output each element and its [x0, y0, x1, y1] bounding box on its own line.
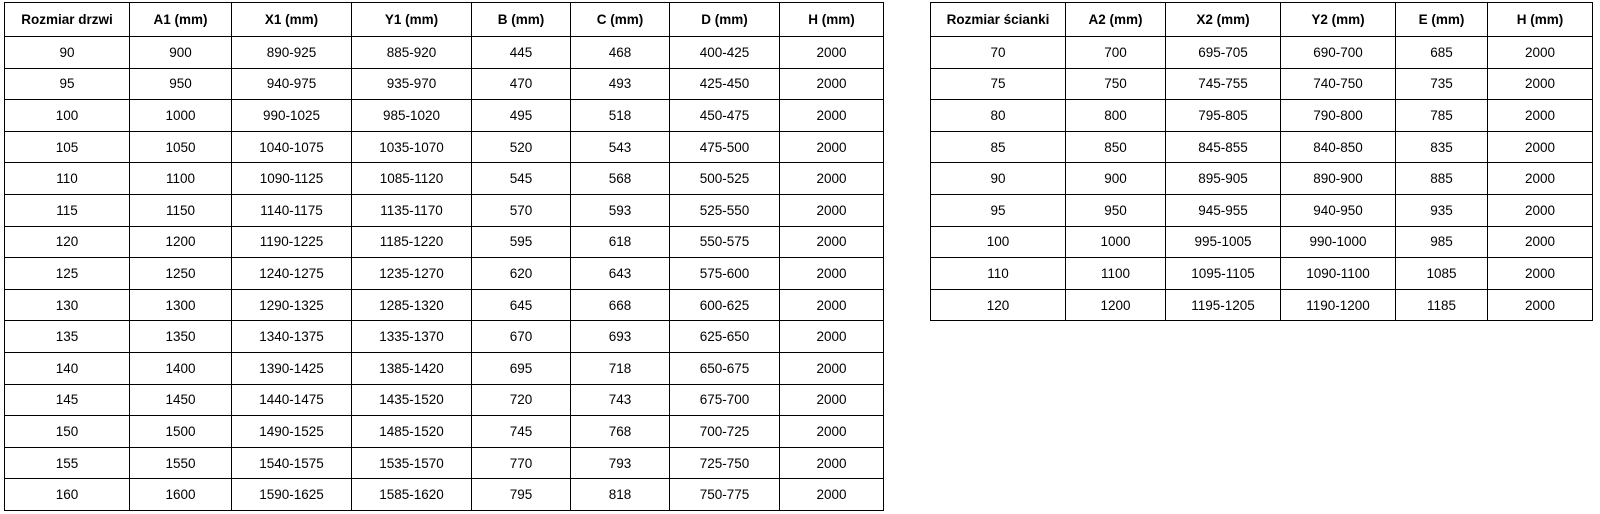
table-row	[5, 479, 884, 511]
doors-cell: 2000	[780, 131, 884, 163]
doors-cell: 668	[571, 289, 670, 321]
table-row	[5, 163, 884, 195]
doors-cell: 550-575	[670, 226, 780, 258]
doors-cell: 618	[571, 226, 670, 258]
doors-cell: 770	[472, 447, 571, 479]
walls-cell: 845-855	[1166, 131, 1281, 163]
table-row	[5, 194, 884, 226]
doors-cell: 135	[5, 321, 130, 353]
walls-cell: 1095-1105	[1166, 258, 1281, 290]
walls-cell: 790-800	[1281, 100, 1396, 132]
doors-cell: 1490-1525	[232, 416, 352, 448]
doors-column-header: H (mm)	[780, 3, 884, 37]
walls-cell: 1090-1100	[1281, 258, 1396, 290]
walls-cell: 740-750	[1281, 68, 1396, 100]
walls-cell: 950	[1066, 194, 1166, 226]
walls-cell: 885	[1396, 163, 1488, 195]
doors-cell: 90	[5, 37, 130, 69]
walls-cell: 735	[1396, 68, 1488, 100]
walls-cell: 70	[931, 37, 1066, 69]
doors-cell: 935-970	[352, 68, 472, 100]
doors-cell: 890-925	[232, 37, 352, 69]
walls-cell: 990-1000	[1281, 226, 1396, 258]
doors-cell: 120	[5, 226, 130, 258]
walls-cell: 745-755	[1166, 68, 1281, 100]
table-row	[5, 37, 884, 69]
table-row	[931, 100, 1593, 132]
doors-cell: 500-525	[670, 163, 780, 195]
doors-cell: 1090-1125	[232, 163, 352, 195]
table-row	[931, 37, 1593, 69]
doors-cell: 2000	[780, 321, 884, 353]
table-row	[931, 163, 1593, 195]
doors-cell: 95	[5, 68, 130, 100]
doors-cell: 600-625	[670, 289, 780, 321]
walls-cell: 1190-1200	[1281, 289, 1396, 321]
doors-cell: 2000	[780, 289, 884, 321]
walls-cell: 900	[1066, 163, 1166, 195]
doors-cell: 595	[472, 226, 571, 258]
doors-cell: 670	[472, 321, 571, 353]
doors-cell: 990-1025	[232, 100, 352, 132]
doors-table-body	[5, 37, 884, 511]
walls-cell: 1085	[1396, 258, 1488, 290]
doors-table-head	[5, 3, 884, 37]
doors-cell: 468	[571, 37, 670, 69]
doors-cell: 1050	[130, 131, 232, 163]
doors-cell: 793	[571, 447, 670, 479]
doors-column-header: X1 (mm)	[232, 3, 352, 37]
doors-cell: 1435-1520	[352, 384, 472, 416]
doors-cell: 125	[5, 258, 130, 290]
doors-cell: 1200	[130, 226, 232, 258]
doors-cell: 743	[571, 384, 670, 416]
doors-cell: 150	[5, 416, 130, 448]
doors-column-header: B (mm)	[472, 3, 571, 37]
table-row	[5, 289, 884, 321]
doors-cell: 1300	[130, 289, 232, 321]
doors-cell: 543	[571, 131, 670, 163]
walls-cell: 100	[931, 226, 1066, 258]
table-row	[5, 352, 884, 384]
doors-cell: 1100	[130, 163, 232, 195]
table-header-row	[931, 3, 1593, 37]
doors-cell: 985-1020	[352, 100, 472, 132]
walls-table-body	[931, 37, 1593, 321]
doors-column-header: C (mm)	[571, 3, 670, 37]
doors-cell: 795	[472, 479, 571, 511]
doors-cell: 718	[571, 352, 670, 384]
doors-cell: 2000	[780, 384, 884, 416]
doors-cell: 750-775	[670, 479, 780, 511]
doors-cell: 115	[5, 194, 130, 226]
table-row	[5, 447, 884, 479]
doors-column-header: D (mm)	[670, 3, 780, 37]
doors-cell: 570	[472, 194, 571, 226]
walls-dimensions-table	[930, 2, 1593, 321]
doors-cell: 1250	[130, 258, 232, 290]
doors-cell: 885-920	[352, 37, 472, 69]
walls-cell: 1000	[1066, 226, 1166, 258]
doors-cell: 493	[571, 68, 670, 100]
walls-cell: 95	[931, 194, 1066, 226]
doors-cell: 1335-1370	[352, 321, 472, 353]
doors-cell: 675-700	[670, 384, 780, 416]
doors-cell: 1240-1275	[232, 258, 352, 290]
doors-cell: 518	[571, 100, 670, 132]
walls-cell: 750	[1066, 68, 1166, 100]
walls-cell: 940-950	[1281, 194, 1396, 226]
doors-cell: 160	[5, 479, 130, 511]
walls-cell: 2000	[1488, 163, 1593, 195]
doors-cell: 100	[5, 100, 130, 132]
table-row	[931, 226, 1593, 258]
doors-cell: 495	[472, 100, 571, 132]
walls-column-header: E (mm)	[1396, 3, 1488, 37]
walls-cell: 2000	[1488, 37, 1593, 69]
table-row	[5, 131, 884, 163]
doors-cell: 2000	[780, 416, 884, 448]
doors-cell: 725-750	[670, 447, 780, 479]
doors-dimensions-table	[4, 2, 884, 511]
table-row	[5, 416, 884, 448]
doors-cell: 1485-1520	[352, 416, 472, 448]
doors-cell: 745	[472, 416, 571, 448]
doors-cell: 1440-1475	[232, 384, 352, 416]
doors-cell: 1535-1570	[352, 447, 472, 479]
walls-cell: 850	[1066, 131, 1166, 163]
doors-cell: 155	[5, 447, 130, 479]
walls-cell: 690-700	[1281, 37, 1396, 69]
doors-cell: 2000	[780, 100, 884, 132]
walls-cell: 700	[1066, 37, 1166, 69]
walls-cell: 2000	[1488, 258, 1593, 290]
doors-cell: 568	[571, 163, 670, 195]
doors-cell: 818	[571, 479, 670, 511]
walls-cell: 840-850	[1281, 131, 1396, 163]
walls-cell: 80	[931, 100, 1066, 132]
walls-cell: 835	[1396, 131, 1488, 163]
doors-cell: 2000	[780, 258, 884, 290]
walls-cell: 945-955	[1166, 194, 1281, 226]
doors-cell: 695	[472, 352, 571, 384]
walls-cell: 695-705	[1166, 37, 1281, 69]
walls-cell: 995-1005	[1166, 226, 1281, 258]
doors-cell: 1035-1070	[352, 131, 472, 163]
doors-cell: 2000	[780, 194, 884, 226]
doors-cell: 2000	[780, 37, 884, 69]
doors-cell: 525-550	[670, 194, 780, 226]
doors-cell: 1190-1225	[232, 226, 352, 258]
doors-cell: 1500	[130, 416, 232, 448]
doors-column-header: Rozmiar drzwi	[5, 3, 130, 37]
walls-cell: 1100	[1066, 258, 1166, 290]
doors-cell: 1540-1575	[232, 447, 352, 479]
doors-cell: 2000	[780, 447, 884, 479]
walls-cell: 2000	[1488, 226, 1593, 258]
doors-cell: 1585-1620	[352, 479, 472, 511]
doors-cell: 1235-1270	[352, 258, 472, 290]
doors-cell: 2000	[780, 352, 884, 384]
doors-cell: 2000	[780, 226, 884, 258]
walls-table-head	[931, 3, 1593, 37]
doors-cell: 768	[571, 416, 670, 448]
walls-cell: 1200	[1066, 289, 1166, 321]
doors-cell: 110	[5, 163, 130, 195]
doors-cell: 625-650	[670, 321, 780, 353]
walls-column-header: H (mm)	[1488, 3, 1593, 37]
doors-dimensions-table-container	[4, 2, 884, 511]
doors-cell: 620	[472, 258, 571, 290]
doors-cell: 1550	[130, 447, 232, 479]
doors-cell: 900	[130, 37, 232, 69]
doors-cell: 1400	[130, 352, 232, 384]
doors-cell: 643	[571, 258, 670, 290]
table-row	[5, 68, 884, 100]
walls-cell: 110	[931, 258, 1066, 290]
doors-cell: 1185-1220	[352, 226, 472, 258]
walls-column-header: X2 (mm)	[1166, 3, 1281, 37]
doors-cell: 545	[472, 163, 571, 195]
table-header-row	[5, 3, 884, 37]
doors-cell: 105	[5, 131, 130, 163]
doors-cell: 145	[5, 384, 130, 416]
doors-cell: 1290-1325	[232, 289, 352, 321]
doors-column-header: Y1 (mm)	[352, 3, 472, 37]
walls-column-header: Y2 (mm)	[1281, 3, 1396, 37]
walls-dimensions-table-container	[930, 2, 1593, 321]
doors-cell: 575-600	[670, 258, 780, 290]
walls-cell: 75	[931, 68, 1066, 100]
table-row	[931, 289, 1593, 321]
doors-cell: 425-450	[670, 68, 780, 100]
doors-cell: 950	[130, 68, 232, 100]
doors-cell: 1285-1320	[352, 289, 472, 321]
doors-cell: 1390-1425	[232, 352, 352, 384]
doors-cell: 2000	[780, 68, 884, 100]
doors-cell: 720	[472, 384, 571, 416]
walls-cell: 795-805	[1166, 100, 1281, 132]
walls-cell: 2000	[1488, 289, 1593, 321]
doors-cell: 1385-1420	[352, 352, 472, 384]
doors-cell: 2000	[780, 479, 884, 511]
doors-cell: 1450	[130, 384, 232, 416]
doors-cell: 2000	[780, 163, 884, 195]
doors-cell: 1590-1625	[232, 479, 352, 511]
walls-cell: 785	[1396, 100, 1488, 132]
walls-column-header: Rozmiar ścianki	[931, 3, 1066, 37]
walls-cell: 800	[1066, 100, 1166, 132]
table-row	[931, 131, 1593, 163]
doors-cell: 140	[5, 352, 130, 384]
doors-cell: 1085-1120	[352, 163, 472, 195]
doors-cell: 700-725	[670, 416, 780, 448]
walls-cell: 90	[931, 163, 1066, 195]
doors-cell: 593	[571, 194, 670, 226]
walls-cell: 935	[1396, 194, 1488, 226]
doors-cell: 1000	[130, 100, 232, 132]
walls-cell: 2000	[1488, 131, 1593, 163]
doors-cell: 1150	[130, 194, 232, 226]
walls-cell: 1195-1205	[1166, 289, 1281, 321]
doors-cell: 645	[472, 289, 571, 321]
doors-cell: 1040-1075	[232, 131, 352, 163]
table-row	[931, 194, 1593, 226]
table-row	[5, 384, 884, 416]
table-row	[5, 258, 884, 290]
walls-cell: 2000	[1488, 68, 1593, 100]
doors-cell: 1340-1375	[232, 321, 352, 353]
walls-cell: 1185	[1396, 289, 1488, 321]
walls-cell: 2000	[1488, 100, 1593, 132]
doors-cell: 450-475	[670, 100, 780, 132]
doors-cell: 470	[472, 68, 571, 100]
table-row	[5, 321, 884, 353]
doors-cell: 693	[571, 321, 670, 353]
doors-cell: 445	[472, 37, 571, 69]
doors-cell: 650-675	[670, 352, 780, 384]
doors-cell: 520	[472, 131, 571, 163]
doors-cell: 940-975	[232, 68, 352, 100]
doors-cell: 1350	[130, 321, 232, 353]
walls-cell: 685	[1396, 37, 1488, 69]
walls-cell: 985	[1396, 226, 1488, 258]
table-row	[5, 100, 884, 132]
doors-cell: 1600	[130, 479, 232, 511]
table-row	[931, 68, 1593, 100]
walls-cell: 895-905	[1166, 163, 1281, 195]
walls-cell: 85	[931, 131, 1066, 163]
walls-cell: 890-900	[1281, 163, 1396, 195]
walls-cell: 120	[931, 289, 1066, 321]
doors-cell: 400-425	[670, 37, 780, 69]
table-row	[931, 258, 1593, 290]
doors-column-header: A1 (mm)	[130, 3, 232, 37]
doors-cell: 130	[5, 289, 130, 321]
doors-cell: 1135-1170	[352, 194, 472, 226]
walls-column-header: A2 (mm)	[1066, 3, 1166, 37]
doors-cell: 1140-1175	[232, 194, 352, 226]
table-row	[5, 226, 884, 258]
walls-cell: 2000	[1488, 194, 1593, 226]
doors-cell: 475-500	[670, 131, 780, 163]
